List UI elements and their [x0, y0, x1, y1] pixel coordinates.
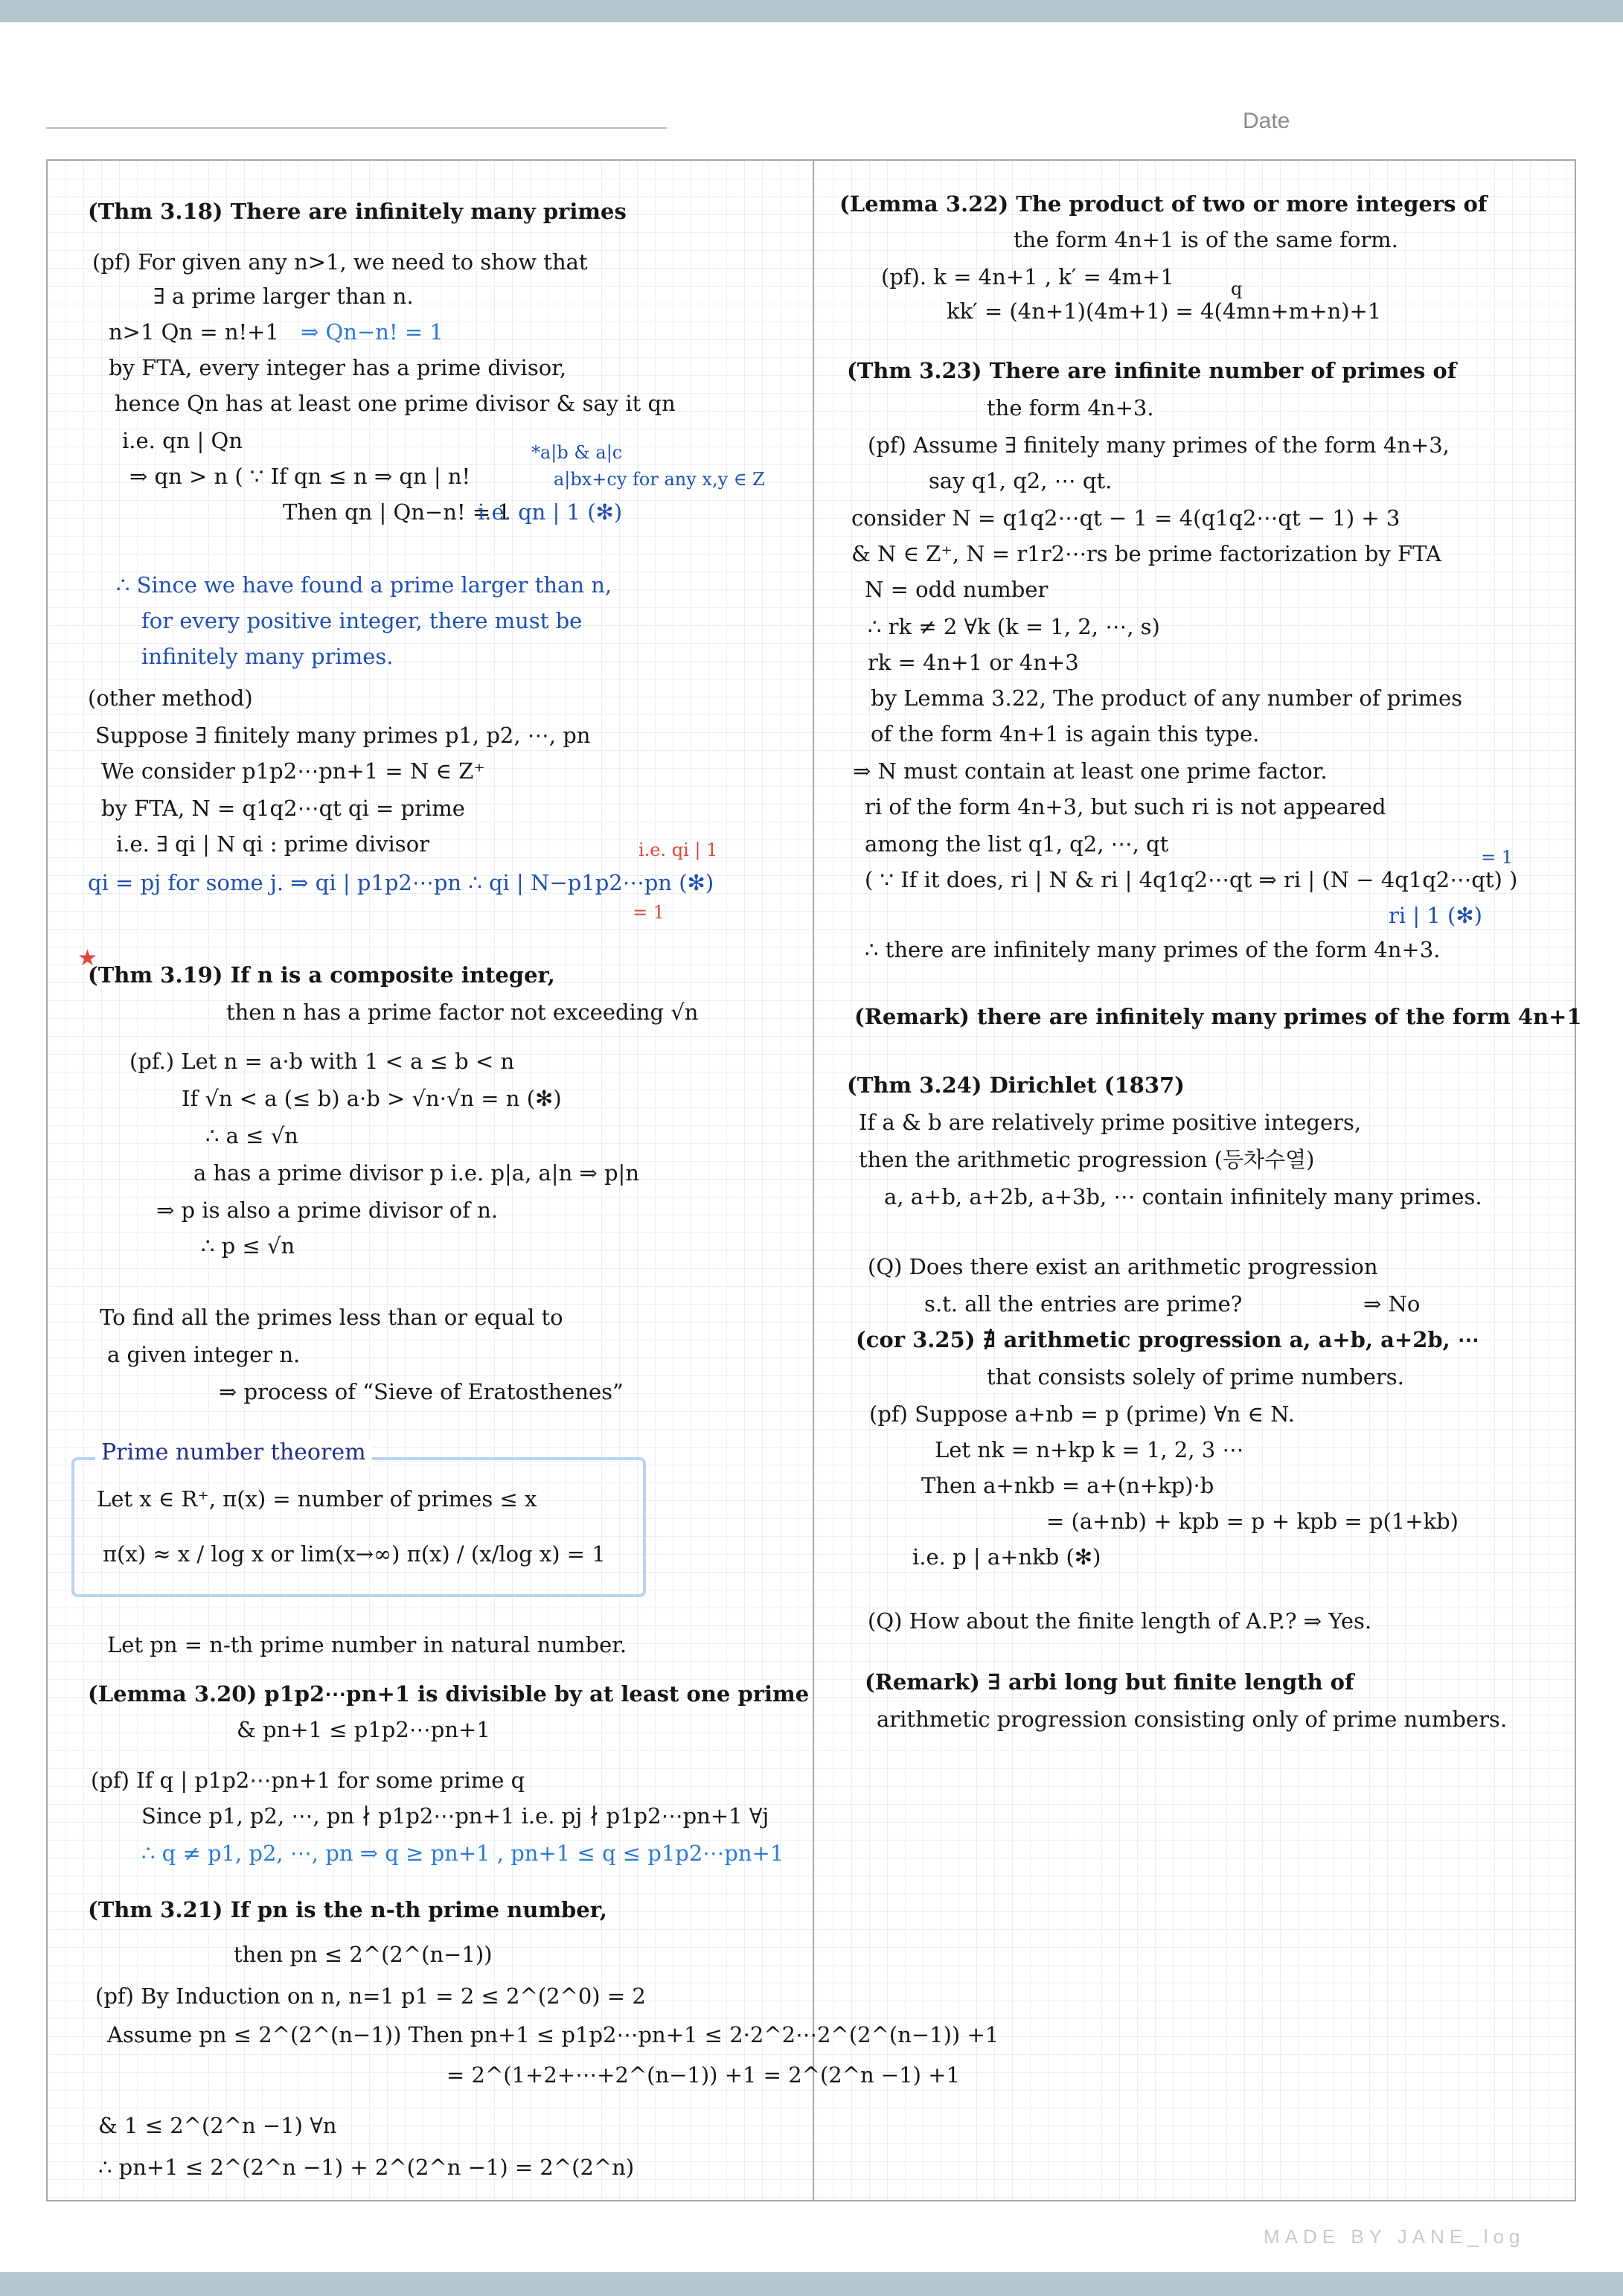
other-method-line: We consider p1p2⋯pn+1 = N ∈ Z⁺ [101, 758, 485, 784]
thm-3-18-conclusion: for every positive integer, there must be [141, 608, 583, 633]
question-ap-primes: s.t. all the entries are prime? [924, 1291, 1243, 1317]
sieve-line: To find all the primes less than or equal to [100, 1305, 563, 1330]
thm-3-23-line: (pf) Assume ∃ finitely many primes of the form 4n+3, [868, 432, 1450, 458]
thm-3-23-line: of the form 4n+1 is again this type. [871, 721, 1260, 746]
other-method-line: qi = pj for some j. ⇒ qi | p1p2⋯pn ∴ qi | N−p1p2⋯pn (✻) [88, 870, 714, 895]
thm-3-21-line: (pf) By Induction on n, n=1 p1 = 2 ≤ 2^(2^0) = 2 [95, 1983, 646, 2009]
thm-3-23-line: say q1, q2, ⋯ qt. [929, 468, 1113, 493]
thm-3-23-note: = 1 [1481, 847, 1514, 868]
other-method-red-note: = 1 [633, 902, 665, 923]
thm-3-18-line: by FTA, every integer has a prime divisor, [109, 355, 567, 380]
thm-3-18-line: (pf) For given any n>1, we need to show that [92, 249, 588, 275]
thm-3-18-line: hence Qn has at least one prime divisor & say it qn [115, 391, 676, 416]
thm-3-18-note: ⇒ Qn−n! = 1 [301, 319, 444, 345]
pn-definition: Let pn = n-th prime number in natural number. [107, 1632, 627, 1657]
thm-3-18-line: n>1 Qn = n!+1 [109, 319, 279, 345]
thm-3-23-line: ( ∵ If it does, ri | N & ri | 4q1q2⋯qt ⇒ ri | (N − 4q1q2⋯qt) ) [865, 867, 1518, 892]
other-method-red-note: i.e. qi | 1 [638, 840, 718, 860]
lemma-3-22-title: (Lemma 3.22) The product of two or more integers of [839, 191, 1488, 217]
lemma-3-20-line: Since p1, p2, ⋯, pn ∤ p1p2⋯pn+1 i.e. pj ∤ p1p2⋯pn+1 ∀j [141, 1803, 769, 1829]
thm-3-21-line: then pn ≤ 2^(2^(n−1)) [234, 1942, 493, 1967]
question-finite-length: (Q) How about the finite length of A.P.? ⇒ Yes. [868, 1608, 1372, 1634]
pnt-formula: π(x) ≈ x / log x or lim(x→∞) π(x) / (x/log x) = 1 [103, 1541, 606, 1567]
thm-3-23-line: consider N = q1q2⋯qt − 1 = 4(q1q2⋯qt − 1) + 3 [851, 505, 1400, 531]
thm-3-18-line: ⇒ qn > n ( ∵ If qn ≤ n ⇒ qn | n! [129, 464, 471, 489]
thm-3-19-line: ∴ p ≤ √n [201, 1233, 295, 1259]
thm-3-23-line: among the list q1, q2, ⋯, qt [865, 831, 1169, 857]
footer-credit: MADE BY JANE_log [1264, 2225, 1526, 2248]
thm-3-23-note: ri | 1 (✻) [1389, 903, 1482, 928]
thm-3-23-line: & N ∈ Z⁺, N = r1r2⋯rs be prime factorization by FTA [851, 541, 1441, 566]
thm-3-18-aside: *a|b & a|c [531, 442, 623, 463]
column-divider [813, 161, 814, 2200]
cor-3-25-line: that consists solely of prime numbers. [987, 1364, 1404, 1390]
thm-3-23-conclusion: ∴ there are infinitely many primes of the form 4n+3. [865, 937, 1441, 962]
thm-3-21-conclusion: ∴ pn+1 ≤ 2^(2^n −1) + 2^(2^n −1) = 2^(2^n) [98, 2155, 635, 2180]
thm-3-18-line: Then qn | Qn−n! = 1 [283, 499, 511, 525]
date-label: Date [1243, 109, 1290, 133]
thm-3-19-line: a has a prime divisor p i.e. p|a, a|n ⇒ p|n [193, 1160, 640, 1186]
other-method-line: i.e. ∃ qi | N qi : prime divisor [116, 831, 430, 857]
cor-3-25-line: = (a+nb) + kpb = p + kpb = p(1+kb) [1046, 1509, 1459, 1534]
thm-3-19-line: (pf.) Let n = a·b with 1 < a ≤ b < n [129, 1049, 515, 1074]
thm-3-18-line: ∃ a prime larger than n. [153, 284, 414, 309]
lemma-3-20-conclusion: ∴ q ≠ p1, p2, ⋯, pn ⇒ q ≥ pn+1 , pn+1 ≤ q ≤ p1p2⋯pn+1 [141, 1841, 784, 1866]
thm-3-23-line: ⇒ N must contain at least one prime factor. [853, 758, 1328, 784]
thm-3-24-line: If a & b are relatively prime positive integers, [859, 1110, 1362, 1135]
thm-3-18-aside: a|bx+cy for any x,y ∈ Z [554, 469, 765, 490]
thm-3-23-line: ∴ rk ≠ 2 ∀k (k = 1, 2, ⋯, s) [868, 614, 1160, 639]
lemma-3-22-line: (pf). k = 4n+1 , k′ = 4m+1 [881, 264, 1174, 290]
thm-3-18-conclusion: ∴ Since we have found a prime larger than n, [116, 572, 612, 598]
cor-3-25-line: (pf) Suppose a+nb = p (prime) ∀n ∈ N. [869, 1401, 1295, 1427]
cor-3-25-line: i.e. p | a+nkb (✻) [912, 1544, 1101, 1570]
thm-3-23-line: ri of the form 4n+3, but such ri is not appeared [865, 794, 1386, 819]
pnt-line: Let x ∈ R⁺, π(x) = number of primes ≤ x [97, 1486, 537, 1512]
star-icon: ★ [77, 945, 97, 971]
lemma-3-20-title: (Lemma 3.20) p1p2⋯pn+1 is divisible by at least one prime [88, 1681, 810, 1707]
thm-3-24-line: then the arithmetic progression (등차수열) [859, 1147, 1315, 1172]
lemma-3-22-q-label: q [1231, 278, 1243, 299]
prime-number-theorem-title: Prime number theorem [95, 1439, 372, 1465]
top-band [0, 0, 1623, 22]
question-ap-primes: (Q) Does there exist an arithmetic progression [868, 1254, 1378, 1279]
thm-3-21-title: (Thm 3.21) If pn is the n-th prime number, [88, 1897, 608, 1922]
thm-3-23-line: rk = 4n+1 or 4n+3 [868, 650, 1079, 675]
thm-3-19-line: ⇒ p is also a prime divisor of n. [156, 1197, 499, 1223]
thm-3-19-line: If √n < a (≤ b) a·b > √n·√n = n (✻) [182, 1086, 562, 1111]
lemma-3-22-line: the form 4n+1 is of the same form. [1014, 227, 1398, 252]
other-method-line: Suppose ∃ finitely many primes p1, p2, ⋯, pn [95, 723, 591, 748]
thm-3-21-line: Assume pn ≤ 2^(2^(n−1)) Then pn+1 ≤ p1p2⋯pn+1 ≤ 2·2^2⋯2^(2^(n−1)) +1 [107, 2022, 999, 2047]
thm-3-19-line: ∴ a ≤ √n [205, 1123, 298, 1148]
thm-3-24-title: (Thm 3.24) Dirichlet (1837) [847, 1072, 1185, 1098]
thm-3-21-line: & 1 ≤ 2^(2^n −1) ∀n [98, 2113, 337, 2138]
right-column [816, 161, 1582, 2200]
cor-3-25-title: (cor 3.25) ∄ arithmetic progression a, a+b, a+2b, ⋯ [856, 1327, 1479, 1352]
lemma-3-20-line: & pn+1 ≤ p1p2⋯pn+1 [237, 1717, 490, 1742]
sieve-line: a given integer n. [107, 1342, 301, 1367]
thm-3-19-title: (Thm 3.19) If n is a composite integer, [88, 962, 555, 988]
thm-3-23-title: (Thm 3.23) There are infinite number of primes of [847, 358, 1457, 383]
thm-3-18-title: (Thm 3.18) There are infinitely many primes [88, 199, 627, 224]
bottom-band [0, 2272, 1623, 2296]
lemma-3-22-line: kk′ = (4n+1)(4m+1) = 4(4mn+m+n)+1 [947, 298, 1382, 324]
thm-3-18-line: i.e. qn | Qn [122, 428, 243, 453]
thm-3-23-line: the form 4n+3. [987, 395, 1154, 420]
thm-3-23-line: N = odd number [865, 577, 1049, 602]
thm-3-24-line: a, a+b, a+2b, a+3b, ⋯ contain infinitely many primes. [884, 1184, 1482, 1209]
thm-3-21-line: = 2^(1+2+⋯+2^(n−1)) +1 = 2^(2^n −1) +1 [446, 2062, 960, 2088]
other-method-title: (other method) [88, 685, 253, 711]
lemma-3-20-line: (pf) If q | p1p2⋯pn+1 for some prime q [91, 1768, 525, 1793]
remark-arbitrary-length: (Remark) ∃ arbi long but finite length of [865, 1669, 1354, 1695]
thm-3-19-line: then n has a prime factor not exceeding √n [226, 1000, 699, 1025]
cor-3-25-line: Let nk = n+kp k = 1, 2, 3 ⋯ [935, 1437, 1244, 1462]
cor-3-25-line: Then a+nkb = a+(n+kp)·b [921, 1473, 1214, 1498]
other-method-line: by FTA, N = q1q2⋯qt qi = prime [101, 796, 465, 821]
thm-3-23-line: by Lemma 3.22, The product of any number of primes [871, 685, 1463, 711]
date-underline [46, 127, 667, 129]
question-ap-answer: ⇒ No [1363, 1291, 1421, 1317]
prime-number-theorem-box [71, 1457, 646, 1597]
thm-3-18-note: i.e. qn | 1 (✻) [478, 499, 623, 525]
thm-3-18-conclusion: infinitely many primes. [141, 644, 394, 669]
notebook-page [46, 159, 1582, 2201]
remark-arbitrary-length: arithmetic progression consisting only of prime numbers. [877, 1707, 1508, 1732]
sieve-line: ⇒ process of “Sieve of Eratosthenes” [219, 1379, 624, 1404]
remark-form-4n-plus-1: (Remark) there are infinitely many primes of the form 4n+1 [854, 1004, 1582, 1029]
